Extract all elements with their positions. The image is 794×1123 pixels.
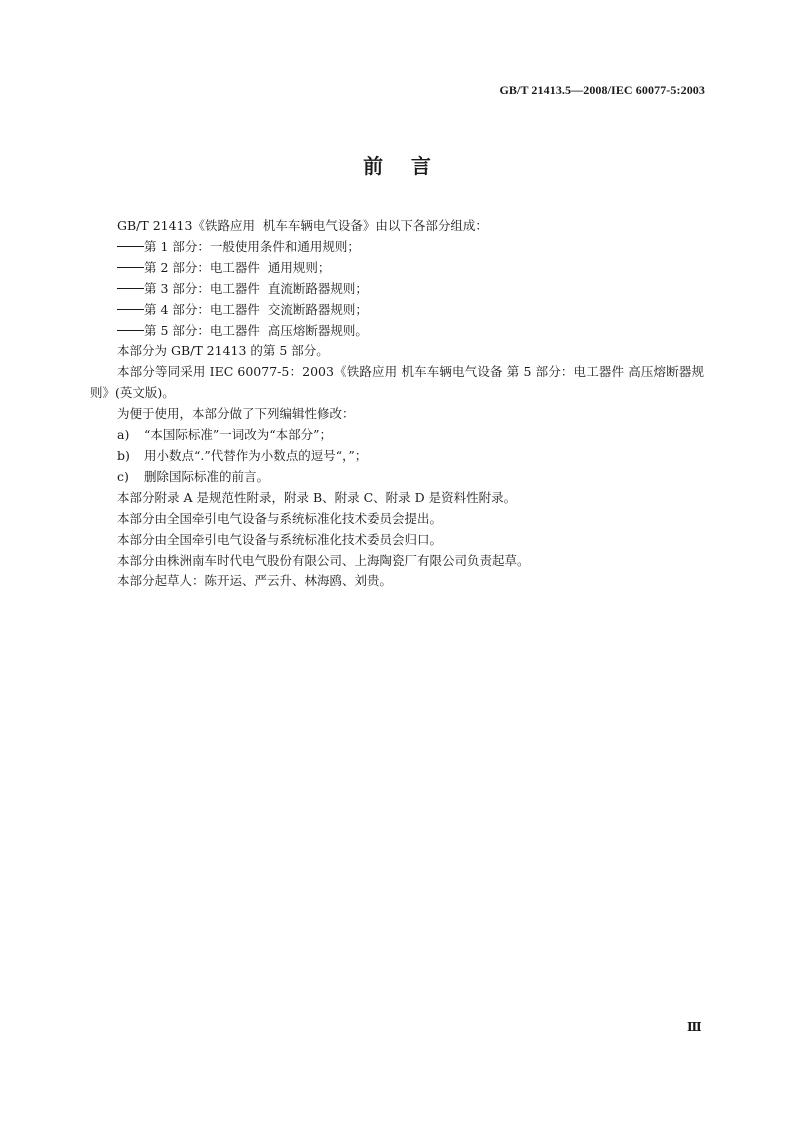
- paragraph-part-number: 本部分为 GB/T 21413 的第 5 部分。: [117, 343, 329, 359]
- paragraph-adoption: 本部分等同采用 IEC 60077-5：2003《铁路应用 机车车辆电气设备 第 5 部分：电工器件 高压熔断器规则》(英文版)。: [90, 364, 704, 401]
- page-number: Ⅲ: [687, 1020, 702, 1034]
- part-list-item: [90, 300, 704, 321]
- paragraph-drafting-units: 本部分由株洲南车时代电气股份有限公司、上海陶瓷厂有限公司负责起草。: [117, 552, 530, 568]
- standard-number-header: GB/T 21413.5—2008/IEC 60077-5:2003: [499, 83, 705, 97]
- part-list-item-text: 第 5 部分：电工器件 高压熔断器规则。: [144, 322, 368, 338]
- foreword-body: [90, 216, 704, 592]
- edit-list-item-text: 删除国际标准的前言。: [144, 468, 270, 484]
- part-list-item-text: 第 2 部分：电工器件 通用规则；: [144, 259, 331, 275]
- edit-list-marker: b): [117, 447, 130, 463]
- paragraph-centralized-by: 本部分由全国牵引电气设备与系统标准化技术委员会归口。: [117, 531, 443, 547]
- part-list-item: [90, 321, 704, 342]
- paragraph-edits-intro: 为便于使用，本部分做了下列编辑性修改：: [117, 406, 355, 422]
- part-list-item: [90, 279, 704, 300]
- part-list-item-text: 第 3 部分：电工器件 直流断路器规则；: [144, 280, 368, 296]
- em-dash-icon: [117, 267, 144, 268]
- part-list-item: [90, 258, 704, 279]
- edit-list-marker: a): [117, 427, 130, 443]
- edit-list-item-text: “本国际标准”一词改为“本部分”；: [144, 427, 333, 443]
- paragraph-drafters: 本部分起草人：陈开运、严云升、林海鸥、刘贵。: [117, 573, 393, 589]
- edit-list-item: [90, 446, 704, 467]
- paragraph-annexes: 本部分附录 A 是规范性附录，附录 B、附录 C、附录 D 是资料性附录。: [117, 489, 517, 505]
- edit-list-item: [90, 425, 704, 446]
- part-list-item: [90, 237, 704, 258]
- edit-list-marker: c): [117, 468, 129, 484]
- em-dash-icon: [117, 330, 144, 331]
- paragraph-proposed-by: 本部分由全国牵引电气设备与系统标准化技术委员会提出。: [117, 510, 443, 526]
- part-list-item-text: 第 1 部分：一般使用条件和通用规则；: [144, 238, 360, 254]
- edit-list-item-text: 用小数点“.”代替作为小数点的逗号“，”；: [144, 447, 368, 463]
- em-dash-icon: [117, 309, 144, 310]
- em-dash-icon: [117, 246, 144, 247]
- page-title: 前 言: [363, 154, 431, 178]
- em-dash-icon: [117, 288, 144, 289]
- paragraph-parts-intro: GB/T 21413《铁路应用 机车车辆电气设备》由以下各部分组成：: [117, 218, 488, 233]
- edit-list-item: [90, 467, 704, 488]
- part-list-item-text: 第 4 部分：电工器件 交流断路器规则；: [144, 301, 368, 317]
